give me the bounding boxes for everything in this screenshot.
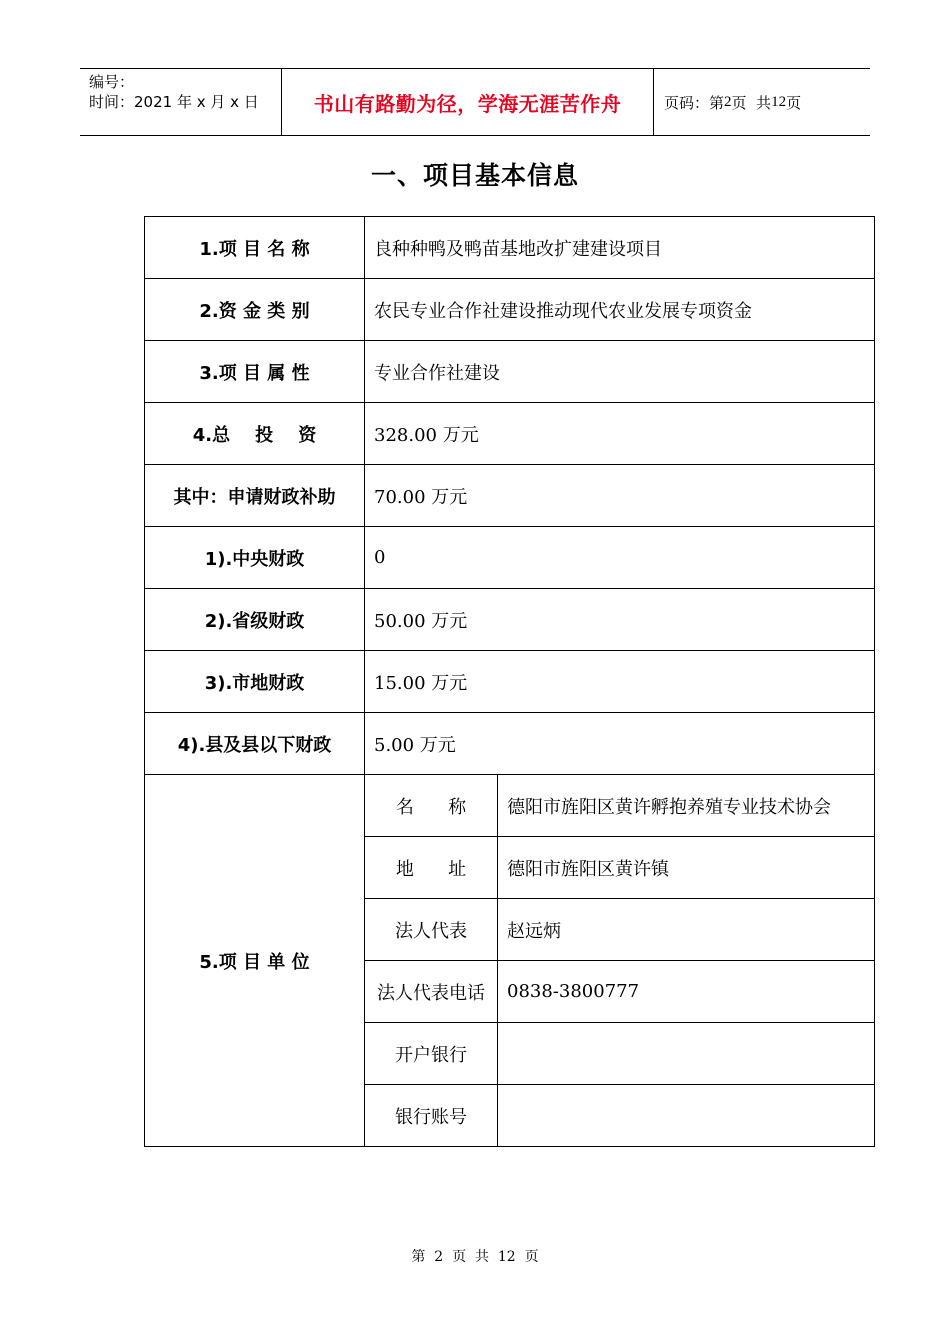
section-title: 一、项目基本信息 [370,161,579,190]
row-label: 其中：申请财政补助 [145,465,365,527]
table-row [145,217,875,279]
row-value: 15.00 万元 [365,651,875,713]
header-meta [80,69,282,135]
row-value: 专业合作社建设 [365,341,875,403]
unit-sub-label: 银行账号 [365,1085,498,1147]
row-value: 0 [365,527,875,589]
table-row [145,527,875,589]
row-label: 2).省级财政 [145,589,365,651]
header-slogan: 书山有路勤为径，学海无涯苦作舟 [282,69,654,135]
row-label: 4).县及县以下财政 [145,713,365,775]
page-footer: 第 2 页 共 12 页 [411,1249,539,1265]
row-label: 3.项 目 属 性 [145,341,365,403]
page-number: 2 [724,93,732,110]
unit-sub-value [498,1085,875,1147]
unit-sub-value: 赵远炳 [498,899,875,961]
table-row [145,465,875,527]
project-info-table [144,216,875,1147]
unit-sub-value [498,1023,875,1085]
page-prefix: 页码：第 [664,93,725,112]
unit-sub-value: 0838-3800777 [498,961,875,1023]
row-label: 4.总 投 资 [145,403,365,465]
table-row [145,403,875,465]
page-total: 12 [771,93,787,110]
unit-sub-label: 法人代表 [365,899,498,961]
page-header [80,68,870,136]
unit-sub-label: 开户银行 [365,1023,498,1085]
table-row [145,651,875,713]
row-value: 良种种鸭及鸭苗基地改扩建建设项目 [365,217,875,279]
row-value: 50.00 万元 [365,589,875,651]
header-page-info [654,69,870,135]
table-row [145,713,875,775]
row-value: 5.00 万元 [365,713,875,775]
unit-sub-label: 地 址 [365,837,498,899]
page-mid: 页 共 [731,93,772,112]
unit-sub-label: 名 称 [365,775,498,837]
row-value: 70.00 万元 [365,465,875,527]
row-value: 328.00 万元 [365,403,875,465]
row-label: 1.项 目 名 称 [145,217,365,279]
table-row [145,341,875,403]
unit-sub-value: 德阳市旌阳区黄许孵抱养殖专业技术协会 [498,775,875,837]
row-value: 农民专业合作社建设推动现代农业发展专项资金 [365,279,875,341]
row-label: 1).中央财政 [145,527,365,589]
unit-sub-label: 法人代表电话 [365,961,498,1023]
table-row [145,279,875,341]
row-label: 2.资 金 类 别 [145,279,365,341]
document-date: 时间：2021 年 x 月 x 日 [89,93,259,111]
unit-sub-value: 德阳市旌阳区黄许镇 [498,837,875,899]
unit-label: 5.项 目 单 位 [145,775,365,1147]
table-row [145,775,875,837]
row-label: 3).市地财政 [145,651,365,713]
table-row [145,589,875,651]
page-suffix: 页 [786,93,802,112]
document-number-label: 编号： [89,73,135,91]
